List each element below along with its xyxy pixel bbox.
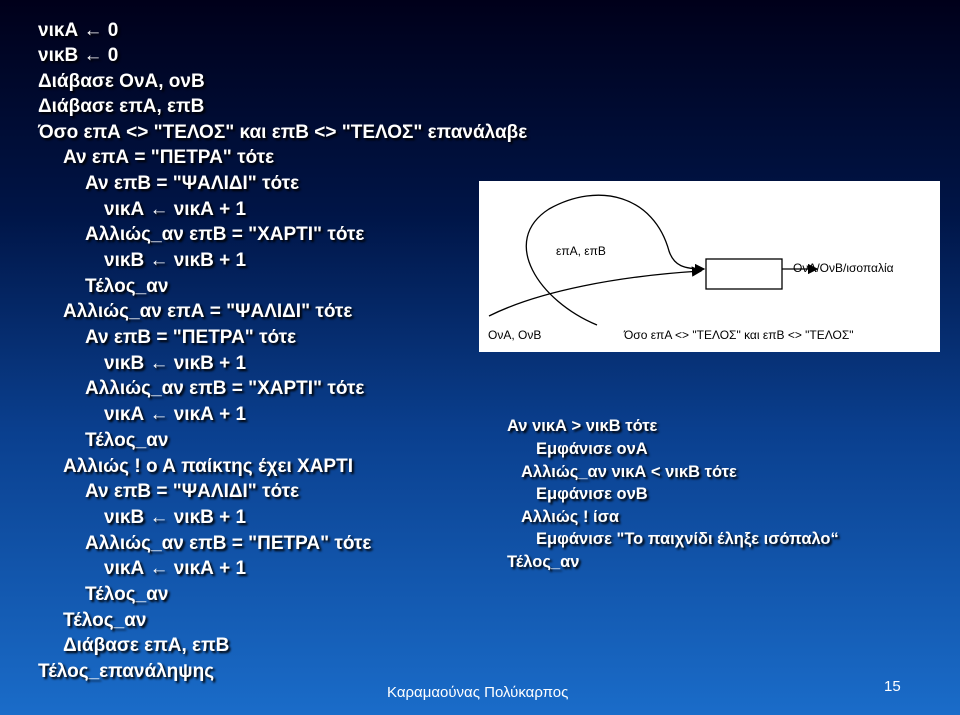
code-line: Αλλιώς_αν επΒ = "ΧΑΡΤΙ" τότε [85, 378, 365, 399]
input-arrow [489, 271, 701, 316]
page-number: 15 [884, 678, 901, 695]
code-line: Εμφάνισε ονΑ [536, 440, 648, 458]
code-line: Διάβασε επΑ, επΒ [63, 635, 230, 656]
code-line: Αλλιώς ! ο Α παίκτης έχει ΧΑΡΤΙ [63, 456, 353, 477]
code-line: Αν επΑ = "ΠΕΤΡΑ" τότε [63, 147, 275, 168]
diagram-output-label: ΟνΑ/ΟνΒ/ισοπαλία [793, 261, 894, 275]
code-line: Τέλος_αν [63, 610, 147, 631]
code-line: Τέλος_αν [507, 553, 580, 571]
diagram-input-label: επΑ, επΒ [556, 244, 606, 258]
code-line: Αν νικΑ > νικΒ τότε [507, 417, 658, 435]
code-line: Διάβασε επΑ, επΒ [38, 96, 205, 117]
code-line: Αν επΒ = "ΠΕΤΡΑ" τότε [85, 327, 297, 348]
process-box [706, 259, 782, 289]
code-line: Αλλιώς_αν επΒ = "ΠΕΤΡΑ" τότε [85, 533, 372, 554]
diagram-condition-label: Όσο επΑ <> "ΤΕΛΟΣ" και επΒ <> "ΤΕΛΟΣ" [624, 328, 854, 342]
code-line: Αν επΒ = "ΨΑΛΙΔΙ" τότε [85, 173, 300, 194]
code-line: Αλλιώς ! ίσα [521, 508, 620, 526]
code-line: Τέλος_αν [85, 430, 169, 451]
code-line: Διάβασε ΟνΑ, ονΒ [38, 71, 205, 92]
code-line: νικΑ ← νικΑ + 1 [104, 404, 247, 425]
code-line: νικΒ ← νικΒ + 1 [104, 250, 247, 271]
code-line: νικΒ ← 0 [38, 45, 119, 66]
code-line: Τέλος_αν [85, 584, 169, 605]
code-line: Όσο επΑ <> "ΤΕΛΟΣ" και επΒ <> "ΤΕΛΟΣ" επανάλαβε [38, 122, 528, 143]
code-line: Τέλος_αν [85, 276, 169, 297]
code-line: Αλλιώς_αν επΑ = "ΨΑΛΙΔΙ" τότε [63, 301, 353, 322]
code-line: Αλλιώς_αν επΒ = "ΧΑΡΤΙ" τότε [85, 224, 365, 245]
code-line: Εμφάνισε "Το παιχνίδι έληξε ισόπαλο“ [536, 530, 839, 548]
loop-arrow [526, 195, 704, 325]
footer-author: Καραμαούνας Πολύκαρπος [387, 684, 569, 701]
code-line: νικΒ ← νικΒ + 1 [104, 353, 247, 374]
code-line: νικΑ ← νικΑ + 1 [104, 199, 247, 220]
flow-diagram [479, 181, 940, 352]
code-line: Αν επΒ = "ΨΑΛΙΔΙ" τότε [85, 481, 300, 502]
code-line: νικΑ ← νικΑ + 1 [104, 558, 247, 579]
code-line: Τέλος_επανάληψης [38, 661, 215, 682]
diagram-start-label: ΟνΑ, ΟνΒ [488, 328, 542, 342]
code-line: νικΒ ← νικΒ + 1 [104, 507, 247, 528]
code-line: Αλλιώς_αν νικΑ < νικΒ τότε [521, 463, 737, 481]
code-line: νικΑ ← 0 [38, 20, 119, 41]
code-line: Εμφάνισε ονΒ [536, 485, 648, 503]
